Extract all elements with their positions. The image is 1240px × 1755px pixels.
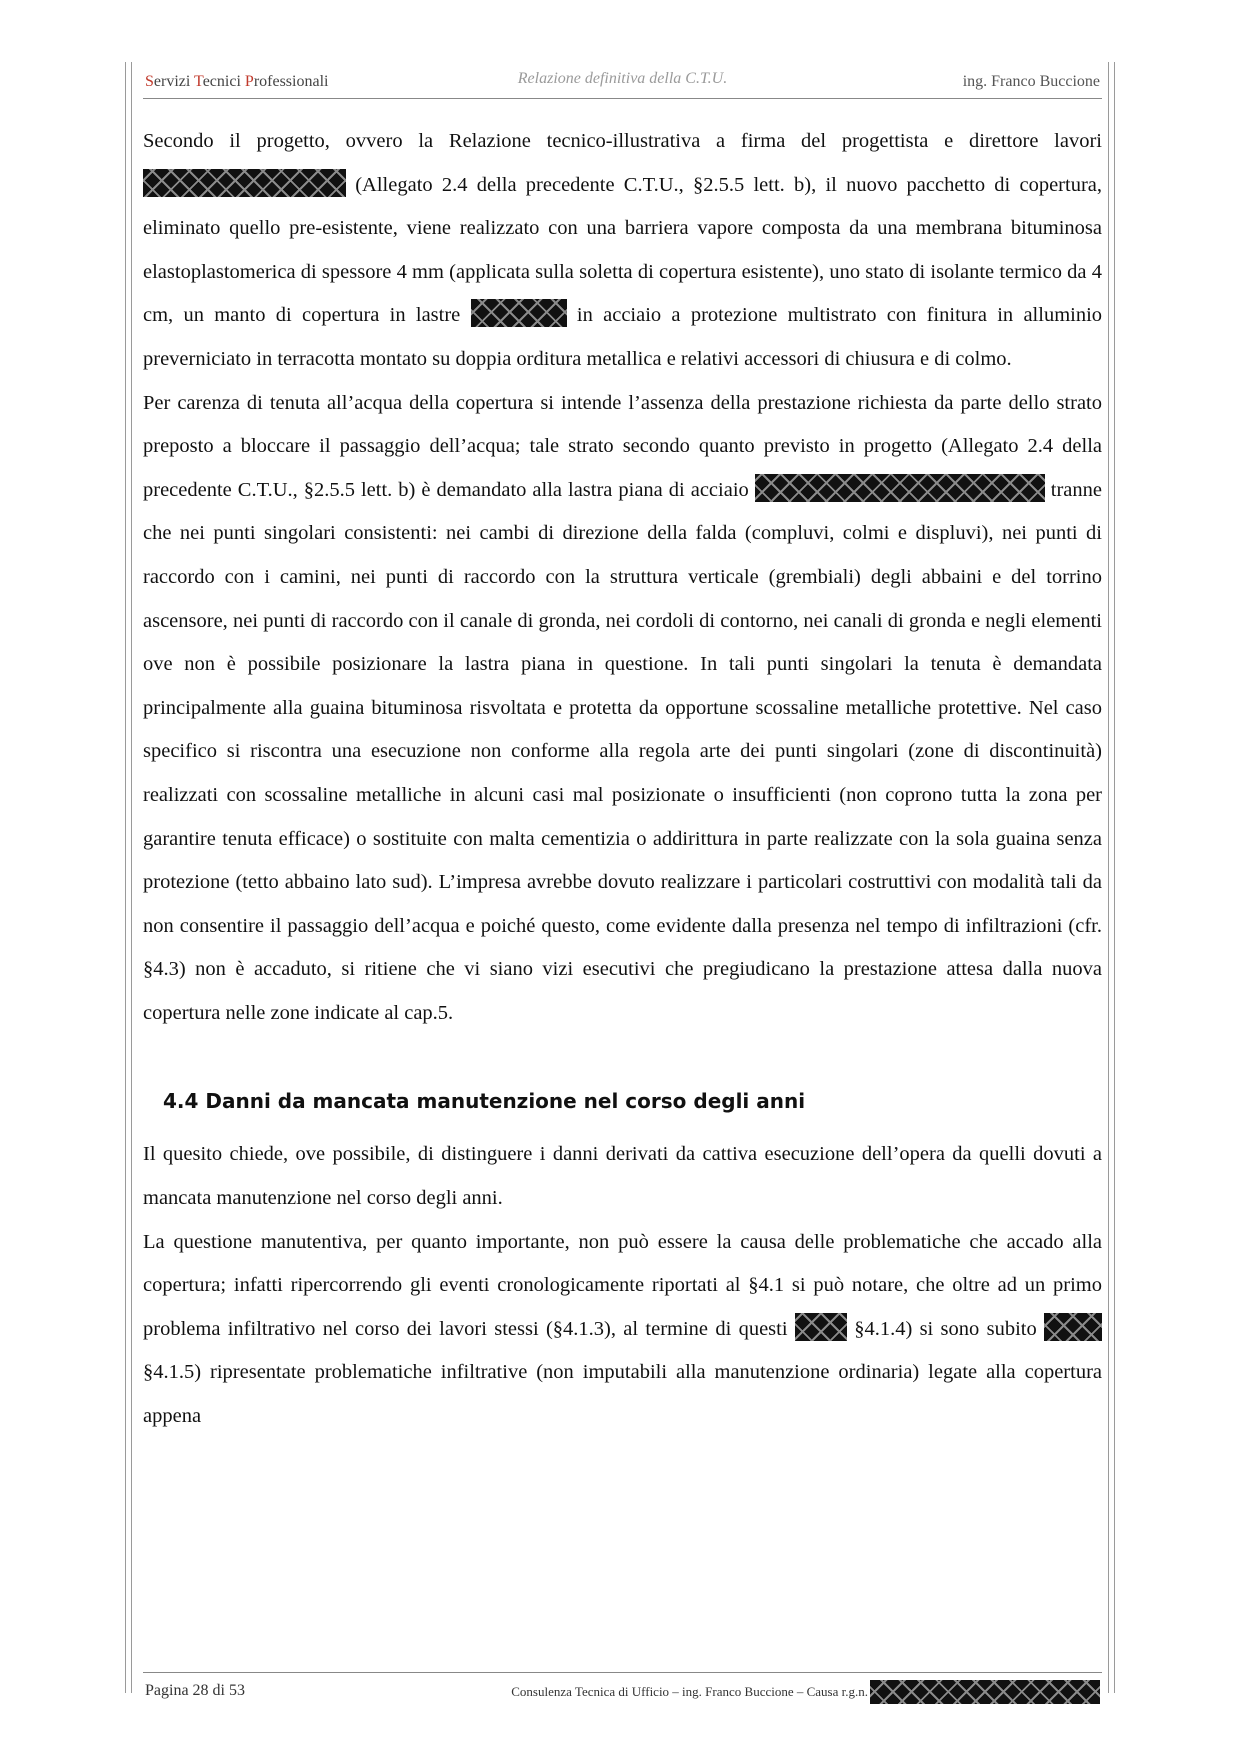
paragraph-water-tightness: Per carenza di tenuta all’acqua della copertura si intende l’assenza della prestazione richiesta da parte dello strato preposto a bloccare il passaggio dell’acqua; tale strato secondo quanto previsto in progetto (Allegato 2.4 della precedente C.T.U., §2.5.5 lett. b) è demandato alla lastra piana di acciaio tranne che nei punti singolari consistenti: nei cambi di direzione della falda (compluvi, colmi e displuvi), nei punti di raccordo con i camini, nei punti di raccordo con la struttura verticale (grembiali) degli abbaini e del torrino ascensore, nei punti di raccordo con il canale di gronda, nei cordoli di contorno, nei canali di gronda e negli elementi ove non è possibile posizionare la lastra piana in questione. In tali punti singolari la tenuta è demandata principalmente alla guaina bituminosa risvoltata e protetta da opportune scossaline metalliche protettive. Nel caso specifico si riscontra una esecuzione non conforme alla regola arte dei punti singolari (zone di discontinuità) realizzati con scossaline metalliche in alcuni casi mal posizionate o insufficienti (non coprono tutta la zona per garantire tenuta efficace) o sostituite con malta cementizia o addirittura in parte realizzate con la sola guaina senza protezione (tetto abbaino lato sud). L’impresa avrebbe dovuto realizzare i particolari costruttivi con modalità tali da non consentire il passaggio dell’acqua e poiché questo, come evidente dalla presenza nel tempo di infiltrazioni (cfr. §4.3) non è accaduto, si ritiene che vi siano vizi esecutivi che pregiudicano la prestazione attesa dalla nuova copertura nelle zone indicate al cap.5. <box>143 391 1102 1024</box>
page-border-left-outer <box>125 62 126 1693</box>
footer-rule <box>143 1672 1102 1673</box>
redaction-block <box>795 1313 847 1341</box>
page-body <box>143 120 1102 1439</box>
paragraph-project-description: Secondo il progetto, ovvero la Relazione tecnico-illustrativa a firma del progettista e direttore lavori (Allegato 2.4 della precedente C.T.U., §2.5.5 lett. b), il nuovo pacchetto di copertura, eliminato quello pre-esistente, viene realizzato con una barriera vapore composta da una membrana bituminosa elastoplastomerica di spessore 4 mm (applicata sulla soletta di copertura esistente), uno stato di isolante termico da 4 cm, un manto di copertura in lastre in acciaio a protezione multistrato con finitura in alluminio preverniciato in terracotta montato su doppia orditura metallica e relativi accessori di chiusura e di colmo. <box>143 130 1103 370</box>
page-border-right-inner <box>1108 62 1109 1693</box>
footer-case-info: Consulenza Tecnica di Ufficio – ing. Franco Buccione – Causa r.g.n. <box>511 1680 1100 1704</box>
redaction-block <box>870 1680 1100 1704</box>
redaction-block <box>755 474 1045 502</box>
page-number: Pagina 28 di 53 <box>145 1682 245 1699</box>
header-rule <box>143 98 1102 99</box>
page-border-right-outer <box>1114 62 1115 1693</box>
section-heading: 4.4 Danni da mancata manutenzione nel corso degli anni <box>163 1089 806 1114</box>
page-header <box>143 68 1102 98</box>
header-author: ing. Franco Buccione <box>962 73 1100 90</box>
page-border-left-inner <box>131 62 132 1693</box>
paragraph-maintenance: La questione manutentiva, per quanto importante, non può essere la causa delle problematiche che accado alla copertura; infatti ripercorrendo gli eventi cronologicamente riportati al §4.1 si può notare, che oltre ad un primo problema infiltrativo nel corso dei lavori stessi (§4.1.3), al termine di questi §4.1.4) si sono subito §4.1.5) ripresentate problematiche infiltrative (non imputabili alla manutenzione ordinaria) legate alla copertura appena <box>143 1230 1102 1428</box>
header-firm-name: Servizi Tecnici Professionali <box>145 73 329 90</box>
header-document-title: Relazione definitiva della C.T.U. <box>517 70 728 87</box>
redaction-block <box>1044 1313 1102 1341</box>
page-footer <box>143 1678 1102 1706</box>
redaction-block <box>143 169 346 197</box>
paragraph-question: Il quesito chiede, ove possibile, di distinguere i danni derivati da cattiva esecuzione dell’opera da quelli dovuti a mancata manutenzione nel corso degli anni. <box>143 1143 1102 1210</box>
redaction-block <box>471 299 567 327</box>
